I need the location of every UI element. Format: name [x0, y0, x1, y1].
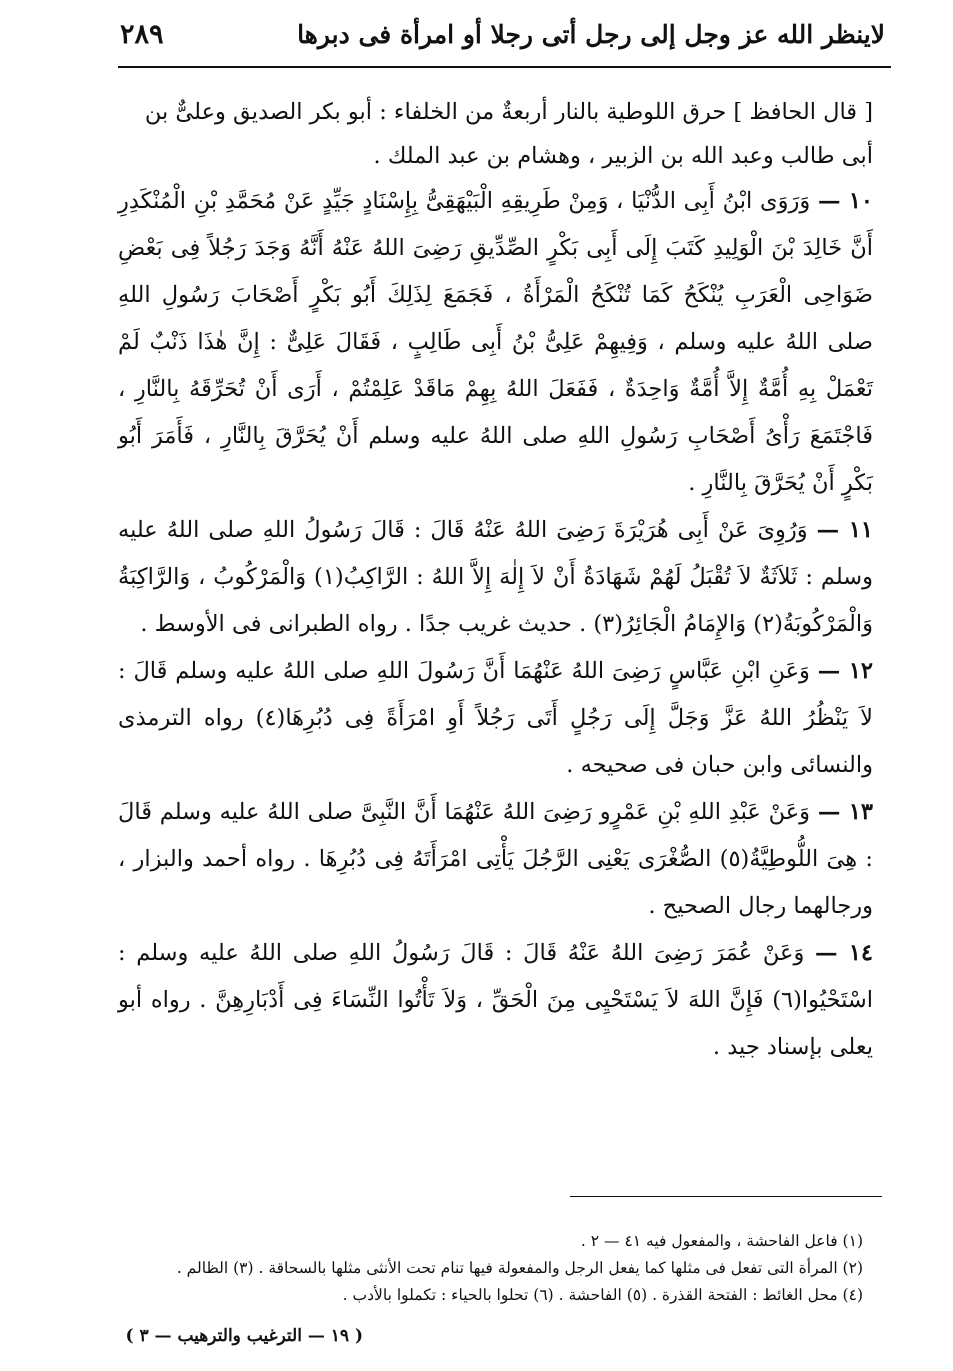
- hadith-text: وَعَنْ عُمَرَ رَضِىَ اللهُ عَنْهُ قَالَ : قَالَ رَسُولُ اللهِ صلى اللهُ عليه وسلم : اسْتَحْيُوا(٦) فَإِنَّ اللهَ لاَ يَسْتَحْيِى مِنَ الْحَقِّ ، وَلاَ تَأْتُوا النِّسَاءَ فِى أَدْبَارِهِنَّ . رواه أبو يعلى بإسناد جيد .: [118, 940, 874, 1060]
- running-title: لاينظر الله عز وجل إلى رجل أتى رجلا أو امرأة فى دبرها: [297, 19, 885, 49]
- hadith-text: وَعَنِ ابْنِ عَبَّاسٍ رَضِىَ اللهُ عَنْهُمَا أَنَّ رَسُولَ اللهِ صلى اللهُ عليه وسلم قَالَ : لاَ يَنْظُرُ اللهُ عَزَّ وَجَلَّ إِلَى رَجُلٍ أَتَى رَجُلاً أَوِ امْرَأَةً فِى دُبُرِهَا(٤) رواه الترمذى والنسائى وابن حبان فى صحيحه .: [118, 658, 873, 778]
- printer-signature: ( ١٩ — الترغيب والترهيب — ٣ ): [125, 1326, 363, 1346]
- hadith-text: وَعَنْ عَبْدِ اللهِ بْنِ عَمْرٍو رَضِىَ اللهُ عَنْهُمَا أَنَّ النَّبِىَّ صلى اللهُ عليه وسلم قَالَ : هِىَ اللُّوطِيَّةُ(٥) الصُّغْرَى يَعْنِى الرَّجُلَ يَأْتِى امْرَأَتَهُ فِى دُبُرِهَا . رواه أحمد والبزار ، ورجالهما رجال الصحيح .: [118, 799, 873, 919]
- page-number: ٢٨٩: [120, 18, 164, 50]
- hadith-11: [118, 507, 873, 648]
- page-header: [120, 8, 885, 60]
- footnotes: [118, 1228, 863, 1309]
- footnote-rule: [570, 1196, 882, 1197]
- hafiz-note-line-1: [ قال الحافظ ] حرق اللوطية بالنار أربعةٌ من الخلفاء : أبو بكر الصديق وعلىٌّ بن: [144, 99, 873, 125]
- hadith-text: وَرُوِىَ عَنْ أَبِى هُرَيْرَةَ رَضِىَ اللهُ عَنْهُ قَالَ : قَالَ رَسُولُ اللهِ صلى اللهُ عليه وسلم : ثَلاَثَةٌ لاَ تُقْبَلُ لَهُمْ شَهَادَةُ أَنْ لاَ إِلٰهَ إِلاَّ اللهُ : الرَّاكِبُ(١) وَالْمَرْكُوبُ ، وَالرَّاكِبَةُ وَالْمَرْكُوبَةُ(٢) وَالإِمَامُ الْجَائِرُ(٣) . حديث غريب جدًا . رواه الطبرانى فى الأوسط .: [118, 517, 873, 637]
- footnote-1: (١) فاعل الفاحشة ، والمفعول فيه ٤١ — ٢ .: [580, 1232, 863, 1250]
- hadith-13: [118, 789, 873, 930]
- header-rule: [118, 66, 891, 68]
- hadith-number: ١٢ —: [817, 658, 873, 684]
- hadith-number: ١١ —: [816, 517, 874, 543]
- footnote-4-6: (٤) محل الغائط : الفتحة القذرة . (٥) الفاحشة . (٦) تحلوا بالحياء : تكملوا بالأدب .: [342, 1286, 863, 1304]
- hadith-number: ١٠ —: [817, 188, 874, 214]
- hadith-14: [118, 930, 873, 1071]
- hadith-number: ١٣ —: [817, 799, 873, 825]
- hadith-12: [118, 648, 873, 789]
- hadith-text: وَرَوَى ابْنُ أَبِى الدُّنْيَا ، وَمِنْ طَرِيقِهِ الْبَيْهَقِىُّ بِإِسْنَادٍ جَيِّدٍ عَنْ مُحَمَّدِ بْنِ الْمُنْكَدِرِ أَنَّ خَالِدَ بْنَ الْوَلِيدِ كَتَبَ إِلَى أَبِى بَكْرٍ الصِّدِّيقِ رَضِىَ اللهُ عَنْهُ أَنَّهُ وَجَدَ رَجُلاً فِى بَعْضِ ضَوَاحِى الْعَرَبِ يُنْكَحُ كَمَا تُنْكَحُ الْمَرْأَةُ ، فَجَمَعَ لِذَلِكَ أَبُو بَكْرٍ أَصْحَابَ رَسُولِ اللهِ صلى اللهُ عليه وسلم ، وَفِيهِمْ عَلِىُّ بْنُ أَبِى طَالِبٍ ، فَقَالَ عَلِىٌّ : إِنَّ هٰذَا ذَنْبٌ لَمْ تَعْمَلْ بِهِ أُمَّةٌ إِلاَّ أُمَّةٌ وَاحِدَةٌ ، فَفَعَلَ اللهُ بِهِمْ مَاقَدْ عَلِمْتُمْ ، أَرَى أَنْ تُحَرِّقَهُ بِالنَّارِ ، فَاجْتَمَعَ رَأْىُ أَصْحَابِ رَسُولِ اللهِ صلى اللهُ عليه وسلم أَنْ يُحَرَّقَ بِالنَّارِ ، فَأَمَرَ أَبُو بَكْرٍ أَنْ يُحَرَّقَ بِالنَّارِ .: [118, 188, 873, 496]
- footnote-2-3: (٢) المرأة التى تفعل فى مثلها كما يفعل الرجل والمفعولة فيها تنام تحت الأنثى مثلها بالسحاقة . (٣) الظالم .: [176, 1259, 863, 1277]
- page-body: [118, 90, 873, 1071]
- hafiz-note-line-2: أبى طالب وعبد الله بن الزبير ، وهشام بن عبد الملك .: [373, 143, 873, 169]
- hadith-10: [118, 178, 873, 507]
- hadith-number: ١٤ —: [814, 940, 873, 966]
